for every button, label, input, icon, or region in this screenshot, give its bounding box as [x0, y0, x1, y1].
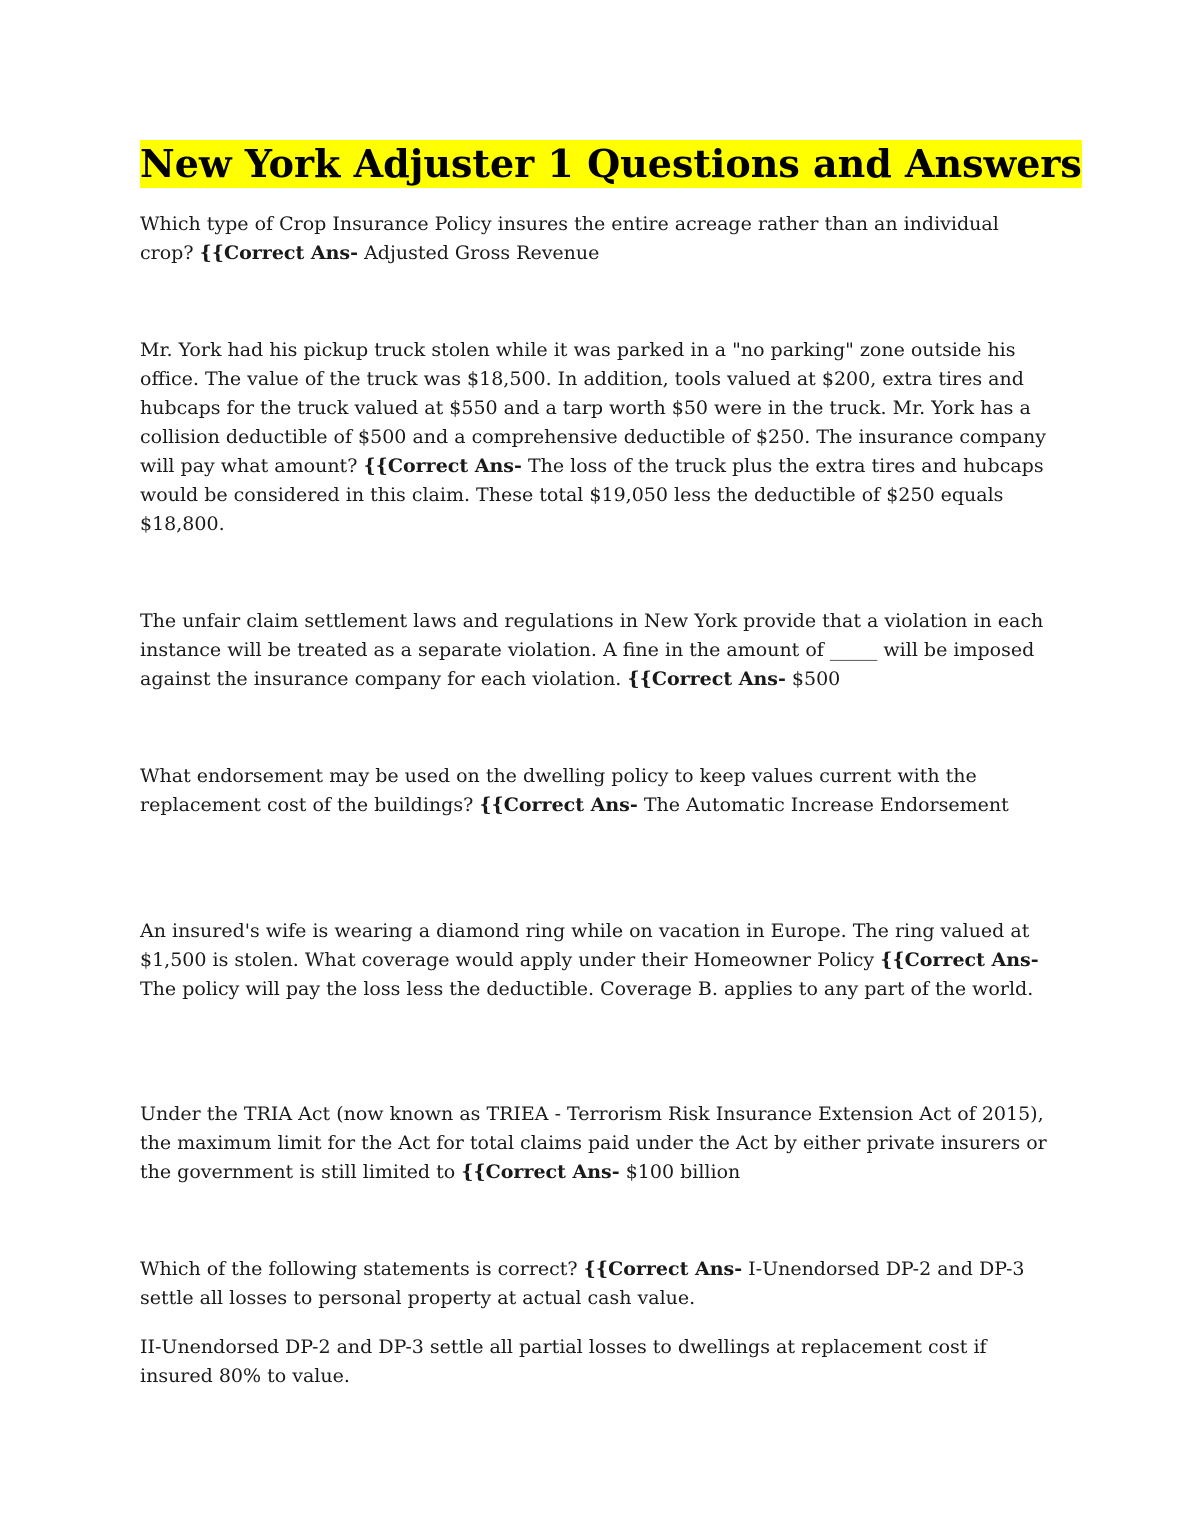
answer-text: $500	[791, 668, 841, 690]
answer-text: The loss of the truck plus the extra tires and hubcaps would be considered in this claim. These total $19,050 less the deductible of $250 equals $18,800.	[140, 455, 1044, 535]
answer-text: Adjusted Gross Revenue	[364, 242, 600, 264]
qa-item-6	[140, 1100, 1055, 1187]
qa-paragraph	[140, 1255, 1055, 1313]
question-text: Mr. York had his pickup truck stolen while it was parked in a "no parking" zone outside his office. The value of the truck was $18,500. In addition, tools valued at $200, extra tires and hubcaps for the truck valued at $550 and a tarp worth $50 were in the truck. Mr. York has a collision deductible of $500 and a comprehensive deductible of $250. The insurance company will pay what amount?	[140, 339, 1046, 477]
qa-item-5	[140, 917, 1055, 1004]
qa-paragraph	[140, 607, 1055, 694]
question-text: What endorsement may be used on the dwelling policy to keep values current with the replacement cost of the buildings?	[140, 765, 977, 816]
answer-text: $100 billion	[625, 1161, 741, 1183]
question-text: The unfair claim settlement laws and regulations in New York provide that a violation in each instance will be treated as a separate violation. A fine in the amount of _____ will be imposed against the insurance company for each violation.	[140, 610, 1044, 690]
question-text: Which type of Crop Insurance Policy insures the entire acreage rather than an individual crop?	[140, 213, 999, 264]
answer-label: {{Correct Ans-	[479, 794, 638, 816]
answer-label: {{Correct Ans-	[627, 668, 786, 690]
qa-item-1	[140, 210, 1055, 268]
qa-paragraph	[140, 1100, 1055, 1187]
qa-item-3	[140, 607, 1055, 694]
question-text: Under the TRIA Act (now known as TRIEA - Terrorism Risk Insurance Extension Act of 2015), the maximum limit for the Act for total claims paid under the Act by either private insurers or the government is still limited to	[140, 1103, 1047, 1183]
answer-label: {{Correct Ans-	[880, 949, 1039, 971]
qa-continuation	[140, 1333, 1055, 1391]
qa-paragraph	[140, 762, 1055, 820]
question-text: An insured's wife is wearing a diamond ring while on vacation in Europe. The ring valued at $1,500 is stolen. What coverage would apply under their Homeowner Policy	[140, 920, 1030, 971]
answer-label: {{Correct Ans-	[199, 242, 359, 264]
qa-item-2	[140, 336, 1055, 539]
document-title: New York Adjuster 1 Questions and Answers	[140, 141, 1082, 186]
qa-item-7	[140, 1255, 1055, 1313]
answer-text: The Automatic Increase Endorsement	[643, 794, 1009, 816]
answer-text: I-Unendorsed DP-2 and DP-3 settle all losses to personal property at actual cash value.	[140, 1258, 1025, 1309]
qa-item-4	[140, 762, 1055, 820]
qa-paragraph	[140, 336, 1055, 539]
answer-text: The policy will pay the loss less the deductible. Coverage B. applies to any part of the world.	[140, 978, 1034, 1000]
answer-label: {{Correct Ans-	[363, 455, 522, 477]
continuation-text: II-Unendorsed DP-2 and DP-3 settle all partial losses to dwellings at replacement cost if insured 80% to value.	[140, 1336, 987, 1387]
qa-paragraph	[140, 210, 1055, 268]
document-page	[140, 140, 1082, 188]
answer-label: {{Correct Ans-	[461, 1161, 620, 1183]
answer-label: {{Correct Ans-	[583, 1258, 743, 1280]
qa-paragraph	[140, 917, 1055, 1004]
question-text: Which of the following statements is correct?	[140, 1258, 578, 1280]
